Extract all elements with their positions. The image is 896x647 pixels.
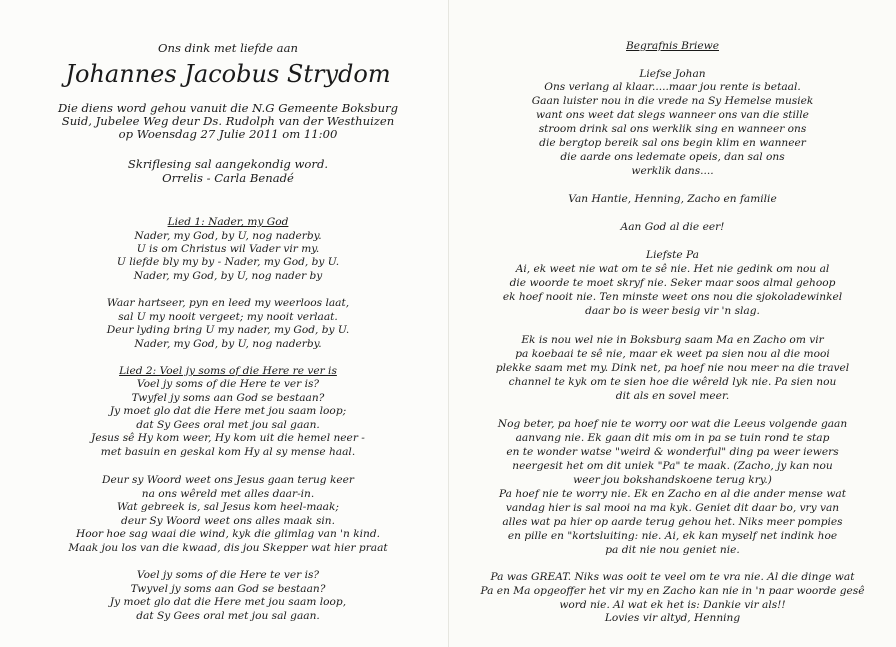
letter-line: en te wonder watse "weird & wonderful" ding pa weer iewers <box>506 446 839 458</box>
letter-line: plekke saam met my. Dink net, pa hoef nie nou meer na die travel <box>495 362 850 374</box>
hymn-line: Twyfel jy soms aan God se bestaan? <box>131 392 325 404</box>
hymn-line: Twyvel jy soms aan God se bestaan? <box>130 583 326 595</box>
letter-line: Pa hoef nie te worry nie. Ek en Zacho en al die ander mense wat <box>499 488 846 500</box>
deceased-name: Johannes Jacobus Strydom <box>65 60 391 88</box>
scripture-note: Skriflesing sal aangekondig word. <box>127 157 329 171</box>
letter-line: dit als en sovel meer. <box>615 390 730 402</box>
letter-line: pa dit nie nou geniet nie. <box>605 544 740 556</box>
hymn-line: U liefde bly my by - Nader, my God, by U. <box>116 256 340 268</box>
letter-line: ek hoef nooit nie. Ten minste weet ons nou die sjokoladewinkel <box>502 291 843 303</box>
letter-line: werklik dans.... <box>631 165 714 177</box>
letter-line: neergesit het om dit uniek "Pa" te maak. (Zacho, jy kan nou <box>512 460 833 472</box>
hymn-line: Wat gebreek is, sal Jesus kom heel-maak; <box>117 501 339 513</box>
right-page <box>448 0 896 647</box>
letter-greeting: Liefste Pa <box>646 249 699 261</box>
letter-line: Gaan luister nou in die vrede na Sy Hemelse musiek <box>531 95 814 107</box>
hymn-line: Jy moet glo dat die Here met jou saam loop, <box>109 596 347 608</box>
letter-line: Ons verlang al klaar.....maar jou rente is betaal. <box>544 81 801 93</box>
hymn-line: Nader, my God, by U, nog naderby. <box>134 230 322 242</box>
hymn-line: U is om Christus wil Vader vir my. <box>136 243 320 255</box>
hymn-line: Jy moet glo dat die Here met jou saam loop; <box>109 405 347 417</box>
letter-signoff: Lovies vir altyd, Henning <box>604 612 741 624</box>
hymn-line: dat Sy Gees oral met jou sal gaan. <box>136 419 320 431</box>
organist-line: Orrelis - Carla Benadé <box>162 171 294 185</box>
hymn-line: Deur lyding bring U my nader, my God, by U. <box>106 324 350 336</box>
letters-title: Begrafnis Briewe <box>626 40 719 52</box>
letter-line: Pa en Ma opgeoffer het vir my en Zacho kan nie in 'n paar woorde gesê <box>480 585 865 597</box>
letter-closing: Aan God al die eer! <box>620 221 725 233</box>
letter-line: Ek is nou wel nie in Boksburg saam Ma en Zacho om vir <box>521 334 824 346</box>
hymn-line: Nader, my God, by U, nog naderby. <box>134 338 322 350</box>
memorial-header: Ons dink met liefde aan <box>158 41 298 55</box>
hymn-2-title: Lied 2: Voel jy soms of die Here re ver is <box>119 365 337 377</box>
hymn-1-title: Lied 1: Nader, my God <box>167 216 289 228</box>
letter-signature: Van Hantie, Henning, Zacho en familie <box>568 193 777 205</box>
letter-line: word nie. Al wat ek het is: Dankie vir als!! <box>559 599 786 611</box>
hymn-line: Nader, my God, by U, nog nader by <box>133 270 323 282</box>
letter-line: die aarde ons ledemate opeis, dan sal ons <box>560 151 785 163</box>
service-line: Die diens word gehou vanuit die N.G Gemeente Boksburg <box>57 101 399 115</box>
service-line: op Woensdag 27 Julie 2011 om 11:00 <box>118 127 338 141</box>
letter-line: want ons weet dat slegs wanneer ons van die stille <box>536 109 809 121</box>
letter-line: daar bo is weer besig vir 'n slag. <box>585 305 760 317</box>
letter-line: Ai, ek weet nie wat om te sê nie. Het nie gedink om nou al <box>515 263 830 275</box>
hymn-line: Voel jy soms of die Here te ver is? <box>136 378 320 390</box>
letter-line: weer jou bokshandskoene terug kry.) <box>573 474 772 486</box>
letter-line: Pa was GREAT. Niks was ooit te veel om te vra nie. Al die dinge wat <box>490 571 855 583</box>
hymn-line: Hoor hoe sag waai die wind, kyk die glimlag van 'n kind. <box>75 528 381 540</box>
service-line: Suid, Jubelee Weg deur Ds. Rudolph van der Westhuizen <box>61 114 395 128</box>
hymn-line: Maak jou los van die kwaad, dis jou Skepper wat hier praat <box>68 542 388 554</box>
hymn-line: dat Sy Gees oral met jou sal gaan. <box>136 610 320 622</box>
hymn-line: sal U my nooit vergeet; my nooit verlaat. <box>118 311 338 323</box>
letter-line: pa koebaai te sê nie, maar ek weet pa sien nou al die mooi <box>515 348 830 360</box>
hymn-line: deur Sy Woord weet ons alles maak sin. <box>121 515 335 527</box>
letter-line: vandag hier is sal mooi na ma kyk. Geniet dit daar bo, vry van <box>505 502 840 514</box>
letter-line: alles wat pa hier op aarde terug gehou het. Niks meer pompies <box>502 516 843 528</box>
hymn-line: Voel jy soms of die Here te ver is? <box>136 569 320 581</box>
hymn-line: na ons wêreld met alles daar-in. <box>141 488 315 500</box>
letter-line: stroom drink sal ons werklik sing en wanneer ons <box>538 123 807 135</box>
letter-line: Nog beter, pa hoef nie te worry oor wat die Leeus volgende gaan <box>497 418 848 430</box>
letter-line: en pille en "kortsluiting: nie. Ai, ek kan myself net indink hoe <box>507 530 838 542</box>
letter-line: channel te kyk om te sien hoe die wêreld lyk nie. Pa sien nou <box>508 376 837 388</box>
hymn-line: met basuin en geskal kom Hy al sy mense haal. <box>100 446 356 458</box>
letter-line: aanvang nie. Ek gaan dit mis om in pa se tuin rond te stap <box>515 432 830 444</box>
hymn-line: Deur sy Woord weet ons Jesus gaan terug keer <box>102 474 354 486</box>
hymn-line: Waar hartseer, pyn en leed my weerloos laat, <box>106 297 350 309</box>
letter-greeting: Liefse Johan <box>639 68 706 80</box>
letter-line: die woorde te moet skryf nie. Seker maar soos almal gehoop <box>509 277 836 289</box>
letter-line: die bergtop bereik sal ons begin klim en wanneer <box>539 137 806 149</box>
hymn-line: Jesus sê Hy kom weer, Hy kom uit die hemel neer - <box>91 432 365 444</box>
